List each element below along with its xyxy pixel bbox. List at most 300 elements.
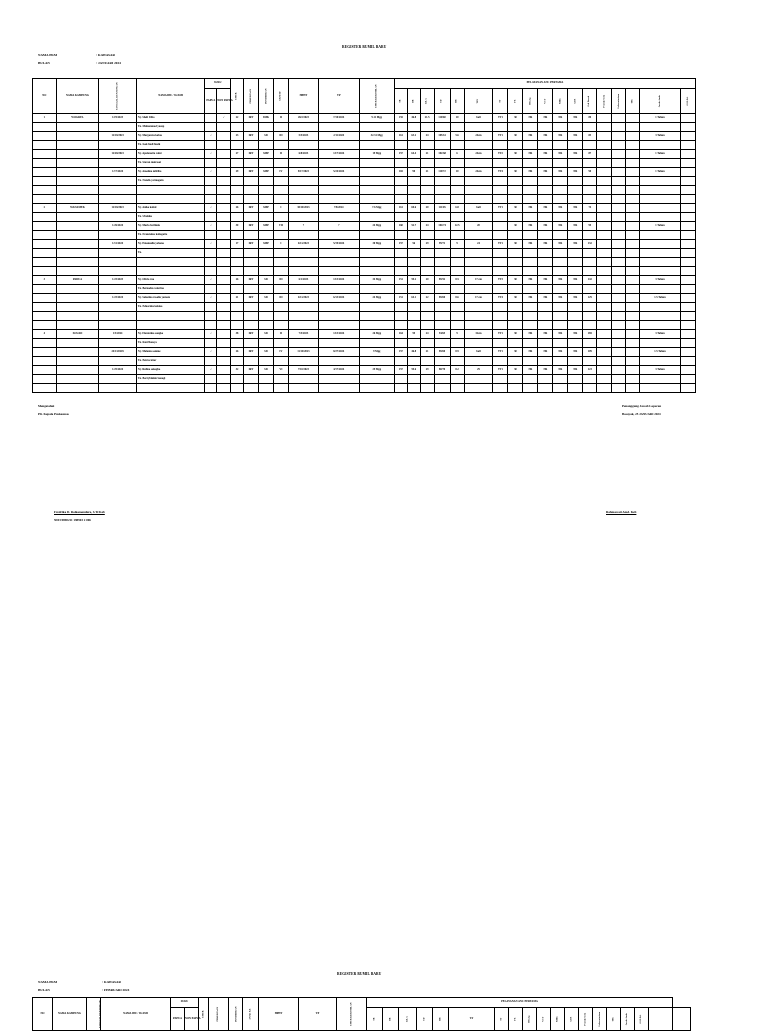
cell-hbsag: NR [523, 114, 538, 123]
cell-gds: NR [568, 240, 583, 249]
cell-nonpapua [217, 303, 231, 312]
cell-umur [231, 384, 244, 393]
cell-no [33, 375, 57, 384]
cell-gravid [273, 321, 288, 330]
cell-uk: 26 Mgg [359, 330, 394, 339]
cell-tb: 155 [394, 114, 407, 123]
cell-bb: 90 [407, 168, 420, 177]
cell-tfu: 29 [464, 366, 493, 375]
page2-title: REGISTER BUMIL BARU [337, 972, 382, 976]
cell-no: 4 [33, 330, 57, 339]
cell-lila [420, 141, 434, 150]
cell-nama: Tn. Ubaldus [136, 213, 205, 222]
cell-hb [450, 195, 464, 204]
cell-tbc [626, 168, 640, 177]
cell-umur [231, 231, 244, 240]
cell-gol [583, 285, 597, 294]
cell-pekerjaan: IRT [243, 168, 258, 177]
cell-fe [508, 285, 523, 294]
cell-lab [612, 312, 626, 321]
cell-sifilis: NR [553, 114, 568, 123]
cell-fe [508, 384, 523, 393]
table-row [33, 222, 696, 231]
cell-protein [597, 384, 612, 393]
cell-tfu [464, 339, 493, 348]
cell-no [33, 357, 57, 366]
cell-hbsag [523, 231, 538, 240]
cell-gravid: II [273, 330, 288, 339]
cell-tp [318, 231, 359, 240]
cell-umur [231, 258, 244, 267]
cell-hb [450, 267, 464, 276]
cell-tbc [626, 321, 640, 330]
cell-kampung [56, 195, 99, 204]
cell-jarak [640, 303, 681, 312]
cell-hbsag: NR [523, 222, 538, 231]
table-row [33, 384, 696, 393]
cell-tt [493, 123, 508, 132]
cell-no [33, 348, 57, 357]
cell-td [434, 285, 450, 294]
table-row [33, 375, 696, 384]
cell-hpht [288, 267, 318, 276]
cell-fe: 30 [508, 222, 523, 231]
cell-umur [231, 141, 244, 150]
cell-bb: 59.2 [407, 276, 420, 285]
bulan-label: BULAN [38, 61, 50, 65]
cell-fe [508, 213, 523, 222]
cell-nonpapua [217, 204, 231, 213]
cell-pekerjaan [243, 321, 258, 330]
cell-sifilis [553, 231, 568, 240]
cell-uk: 29 Mgg [359, 366, 394, 375]
cell-tbc [626, 249, 640, 258]
cell-jarak [640, 375, 681, 384]
cell-fe [508, 123, 523, 132]
cell-lila [420, 303, 434, 312]
cell-lab [612, 267, 626, 276]
cell-uk: 30 Mgg [359, 240, 394, 249]
cell-hb: 8.6 [450, 294, 464, 303]
cell-bb: 60.6 [407, 204, 420, 213]
cell-bb [407, 312, 420, 321]
cell-gravid [273, 357, 288, 366]
cell-no [33, 213, 57, 222]
p2-col-golda: GOLDA [635, 1008, 649, 1031]
cell-gds [568, 384, 583, 393]
p2-col-umur: UMUR [199, 998, 209, 1031]
cell-nama [136, 384, 205, 393]
cell-sifilis [553, 303, 568, 312]
cell-umur [231, 267, 244, 276]
cell-hpht: 6/8/2023 [288, 150, 318, 159]
cell-fe: 30 [508, 240, 523, 249]
cell-gravid [273, 384, 288, 393]
cell-pekerjaan: IRT [243, 276, 258, 285]
cell-tfu [464, 186, 493, 195]
cell-tgl [99, 123, 136, 132]
cell-tb [394, 141, 407, 150]
cell-protein [597, 375, 612, 384]
cell-hbsag [523, 258, 538, 267]
cell-nama [136, 321, 205, 330]
cell-hb: 9 [450, 330, 464, 339]
cell-tgl: 12/18/2023 [99, 204, 136, 213]
cell-lab [612, 384, 626, 393]
cell-lab [612, 150, 626, 159]
col-laboratorium: Laboratorium [612, 89, 626, 114]
cell-tbc [626, 303, 640, 312]
cell-gds [568, 249, 583, 258]
cell-gol [583, 357, 597, 366]
cell-gol: 99 [583, 222, 597, 231]
cell-tfu: 24cm [464, 168, 493, 177]
cell-tb [394, 375, 407, 384]
cell-bb: 56 [407, 240, 420, 249]
cell-protein [597, 357, 612, 366]
cell-gds [568, 357, 583, 366]
cell-papua: √ [205, 294, 217, 303]
col-papua: PAPUA [205, 89, 217, 114]
table-row [33, 285, 696, 294]
cell-umur: 26 [231, 348, 244, 357]
cell-lila: 22 [420, 294, 434, 303]
cell-pendidikan [258, 258, 273, 267]
cell-hb [450, 303, 464, 312]
cell-tb [394, 339, 407, 348]
cell-no [33, 195, 57, 204]
cell-tp: 7/10/2024 [318, 114, 359, 123]
cell-golda [680, 150, 695, 159]
cell-pekerjaan [243, 186, 258, 195]
cell-tt: TT3 [493, 276, 508, 285]
p2-col-lab: Laboratorium [593, 1008, 607, 1031]
cell-tgl: 1/25/2024 [99, 366, 136, 375]
cell-tp [318, 141, 359, 150]
cell-golda [680, 222, 695, 231]
col-fe: FE [508, 89, 523, 114]
cell-uk [359, 231, 394, 240]
cell-nonpapua [217, 123, 231, 132]
cell-gol [583, 312, 597, 321]
cell-hpht [288, 249, 318, 258]
cell-hb: 10 [450, 114, 464, 123]
col-vct: VCT [538, 89, 553, 114]
cell-nonpapua [217, 141, 231, 150]
cell-gravid [273, 213, 288, 222]
cell-pekerjaan [243, 123, 258, 132]
cell-fe [508, 357, 523, 366]
cell-nama: Ny. Rufina sekogha [136, 366, 205, 375]
cell-sifilis [553, 285, 568, 294]
table-row [33, 348, 696, 357]
cell-hpht [288, 159, 318, 168]
cell-hb [450, 321, 464, 330]
cell-papua [205, 141, 217, 150]
cell-gol [583, 375, 597, 384]
cell-lab [612, 177, 626, 186]
cell-tp [318, 375, 359, 384]
cell-sifilis: NR [553, 150, 568, 159]
cell-nama: Ny. Selestina rosalia yamate [136, 294, 205, 303]
cell-lab [612, 114, 626, 123]
cell-tt [493, 384, 508, 393]
cell-fe: 30 [508, 150, 523, 159]
cell-gol [583, 141, 597, 150]
table-row [33, 195, 696, 204]
cell-jarak [640, 339, 681, 348]
cell-pendidikan [258, 249, 273, 258]
cell-no [33, 231, 57, 240]
cell-protein [597, 294, 612, 303]
cell-hb: 12.5 [450, 222, 464, 231]
cell-sifilis: NR [553, 330, 568, 339]
cell-uk [359, 249, 394, 258]
cell-nonpapua [217, 357, 231, 366]
cell-golda [680, 285, 695, 294]
cell-hpht: 6/1/2023 [288, 276, 318, 285]
cell-td [434, 159, 450, 168]
col-nama-ibu-suami: NAMA IBU / SUAMI [136, 79, 205, 114]
cell-kampung [56, 339, 99, 348]
cell-uk [359, 195, 394, 204]
cell-umur [231, 285, 244, 294]
cell-hpht [288, 213, 318, 222]
cell-uk: 9.11 Mgg [359, 114, 394, 123]
cell-tp: 13/7/2024 [318, 150, 359, 159]
cell-tbc [626, 375, 640, 384]
cell-uk [359, 177, 394, 186]
cell-vct: NR [538, 330, 553, 339]
table-row [33, 258, 696, 267]
cell-papua [205, 375, 217, 384]
cell-lab [612, 366, 626, 375]
cell-gravid: VII [273, 222, 288, 231]
cell-sifilis [553, 141, 568, 150]
cell-tgl [99, 177, 136, 186]
cell-papua [205, 114, 217, 123]
cell-tp: 6/13/2024 [318, 294, 359, 303]
cell-tbc [626, 267, 640, 276]
cell-pekerjaan: IRT [243, 114, 258, 123]
cell-tbc [626, 141, 640, 150]
page2-register-table [32, 997, 691, 1031]
cell-gravid [273, 339, 288, 348]
cell-sifilis: NR [553, 294, 568, 303]
cell-fe: 30 [508, 348, 523, 357]
cell-lila [420, 267, 434, 276]
cell-tp: ? [318, 222, 359, 231]
cell-tt [493, 231, 508, 240]
cell-lab [612, 339, 626, 348]
cell-vct: NR [538, 150, 553, 159]
cell-bb [407, 303, 420, 312]
cell-td [434, 249, 450, 258]
cell-gravid [273, 303, 288, 312]
cell-tp: 4/17/2024 [318, 366, 359, 375]
p2-col-vct: VCT [537, 1008, 551, 1031]
cell-hb [450, 312, 464, 321]
cell-hbsag: NR [523, 204, 538, 213]
cell-hpht [288, 258, 318, 267]
cell-tfu [464, 213, 493, 222]
cell-uk [359, 321, 394, 330]
cell-lila [420, 177, 434, 186]
col-tt: TT [493, 89, 508, 114]
cell-pekerjaan [243, 231, 258, 240]
p2-col-lila: LILA [399, 1008, 417, 1031]
cell-uk: 34 Mgg [359, 276, 394, 285]
col-hbsag: HbsAg [523, 89, 538, 114]
cell-tb: 151 [394, 294, 407, 303]
cell-tt [493, 258, 508, 267]
cell-sifilis [553, 213, 568, 222]
cell-pendidikan [258, 141, 273, 150]
cell-nonpapua [217, 330, 231, 339]
cell-gol [583, 303, 597, 312]
cell-tbc [626, 384, 640, 393]
cell-fe: 30 [508, 294, 523, 303]
cell-hb [450, 141, 464, 150]
cell-papua [205, 249, 217, 258]
cell-pendidikan [258, 303, 273, 312]
cell-tb [394, 159, 407, 168]
cell-fe [508, 312, 523, 321]
cell-no [33, 177, 57, 186]
cell-uk [359, 159, 394, 168]
cell-umur [231, 186, 244, 195]
cell-lab [612, 348, 626, 357]
cell-tt: TT1 [493, 348, 508, 357]
cell-tt: TT2 [493, 150, 508, 159]
cell-tfu [464, 195, 493, 204]
cell-nama: Tn. [136, 249, 205, 258]
cell-tt: TT4 [493, 294, 508, 303]
cell-golda [680, 330, 695, 339]
cell-bb [407, 177, 420, 186]
cell-protein [597, 186, 612, 195]
cell-lila: 21 [420, 348, 434, 357]
register-table-body [33, 114, 696, 393]
cell-vct [538, 177, 553, 186]
cell-kampung [56, 177, 99, 186]
cell-golda [680, 249, 695, 258]
cell-hb: 8.2 [450, 366, 464, 375]
cell-gol [583, 321, 597, 330]
cell-golda [680, 231, 695, 240]
cell-tb [394, 312, 407, 321]
col-gravid: GRAVID [273, 79, 288, 114]
cell-umur [231, 339, 244, 348]
cell-gol: 132 [583, 240, 597, 249]
cell-pekerjaan [243, 384, 258, 393]
cell-tt [493, 213, 508, 222]
cell-gol: 80 [583, 114, 597, 123]
cell-jarak [640, 123, 681, 132]
cell-nama [136, 258, 205, 267]
cell-hb [450, 285, 464, 294]
cell-tb [394, 177, 407, 186]
cell-golda [680, 321, 695, 330]
cell-umur: 26 [231, 204, 244, 213]
cell-tt [493, 339, 508, 348]
cell-tbc [626, 366, 640, 375]
cell-gravid [273, 159, 288, 168]
cell-vct [538, 186, 553, 195]
cell-td: 89/60 [434, 294, 450, 303]
cell-no [33, 294, 57, 303]
cell-protein [597, 114, 612, 123]
cell-nonpapua [217, 177, 231, 186]
cell-sifilis [553, 177, 568, 186]
cell-jarak: 1 Tahun [640, 114, 681, 123]
cell-kampung [56, 384, 99, 393]
cell-vct: NR [538, 204, 553, 213]
cell-jarak [640, 384, 681, 393]
cell-papua: √ [205, 366, 217, 375]
table-row [33, 123, 696, 132]
cell-golda [680, 123, 695, 132]
cell-hb: 6.8 [450, 204, 464, 213]
col-pendidikan: PENDIDIKAN [258, 79, 273, 114]
cell-hpht: ? [288, 222, 318, 231]
cell-lab [612, 213, 626, 222]
cell-hb [450, 186, 464, 195]
col-golongan-darah: Gol Darah [583, 89, 597, 114]
cell-tgl: 1/17/2024 [99, 168, 136, 177]
cell-pendidikan: SD [258, 276, 273, 285]
cell-vct: NR [538, 222, 553, 231]
cell-uk [359, 186, 394, 195]
cell-pendidikan [258, 267, 273, 276]
register-table [32, 78, 696, 393]
cell-bb [407, 195, 420, 204]
cell-vct [538, 213, 553, 222]
cell-bb [407, 267, 420, 276]
p2-col-sifilis: Sifilis [551, 1008, 565, 1031]
cell-tbc [626, 276, 640, 285]
cell-gol [583, 249, 597, 258]
cell-no [33, 132, 57, 141]
cell-lab [612, 168, 626, 177]
cell-hpht [288, 357, 318, 366]
cell-td: 88/70 [434, 366, 450, 375]
cell-tfu [464, 375, 493, 384]
cell-nama: Tn. Isak budi busik [136, 141, 205, 150]
cell-tb [394, 303, 407, 312]
cell-gds [568, 303, 583, 312]
cell-hpht: 11/10/2023 [288, 348, 318, 357]
cell-tt: TT1 [493, 204, 508, 213]
col-tfu: TFU [464, 89, 493, 114]
cell-gds: NR [568, 276, 583, 285]
cell-no [33, 159, 57, 168]
cell-papua: √ [205, 168, 217, 177]
cell-kampung [56, 321, 99, 330]
cell-hbsag: NR [523, 294, 538, 303]
cell-tb: 157 [394, 366, 407, 375]
cell-tbc [626, 231, 640, 240]
cell-pendidikan: SMP [258, 222, 273, 231]
cell-tp: 7/8/2024 [318, 204, 359, 213]
cell-hpht [288, 312, 318, 321]
penanggung-jawab-name: Rahmawati Amd. Keb [606, 510, 637, 514]
col-umur: UMUR [231, 79, 244, 114]
cell-uk [359, 384, 394, 393]
cell-golda [680, 366, 695, 375]
cell-tbc [626, 312, 640, 321]
cell-hbsag [523, 267, 538, 276]
